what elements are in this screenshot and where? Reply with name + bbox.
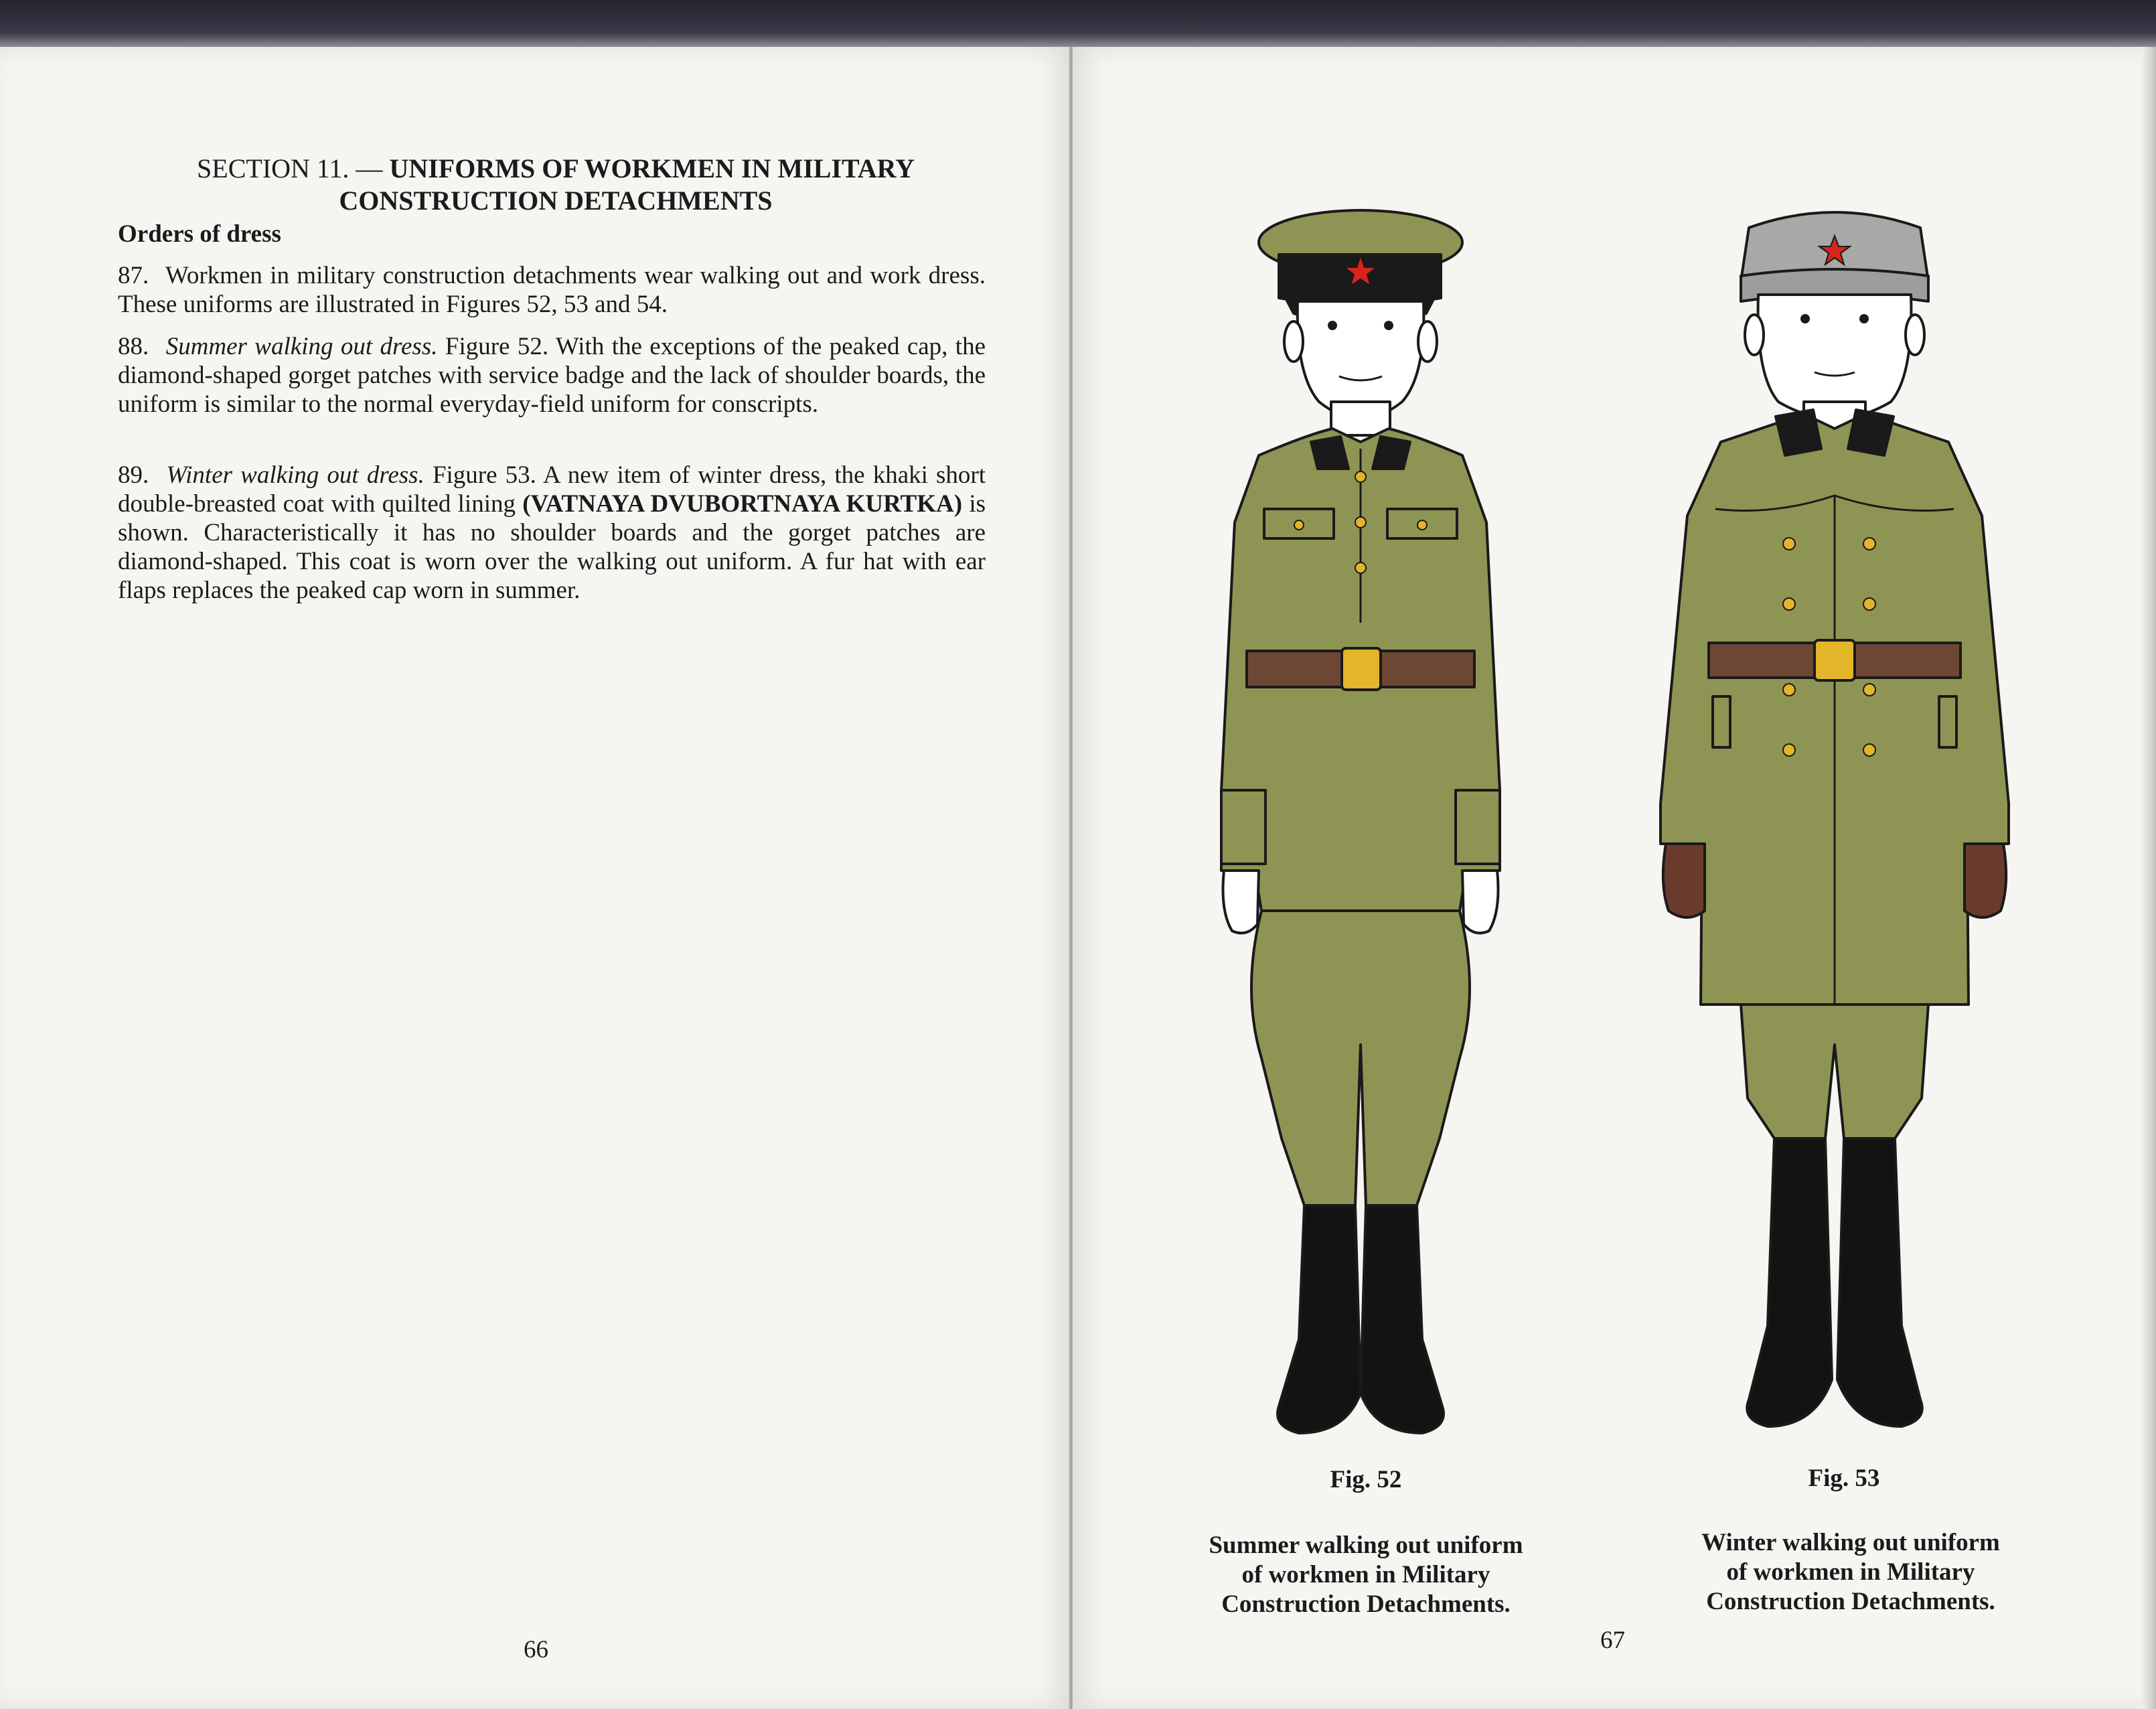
paragraph-number: 87. <box>118 262 149 289</box>
cuff <box>1456 790 1500 864</box>
ear <box>1906 315 1924 355</box>
pocket-flap <box>1939 696 1956 747</box>
breeches <box>1251 911 1470 1205</box>
figure-52-caption <box>1178 1531 1553 1619</box>
button <box>1783 598 1795 610</box>
button <box>1417 520 1427 530</box>
caption-line: Construction Detachments. <box>1706 1588 1995 1615</box>
neck <box>1331 402 1390 435</box>
eye <box>1859 314 1869 323</box>
hand <box>1223 871 1259 933</box>
paragraph-88 <box>118 332 986 419</box>
section-title <box>121 153 991 217</box>
book-spine-shadow <box>0 0 2156 47</box>
paragraph-text: Figure 53. A new item of winter dress, the khaki short double-breasted coat with quilted lining <box>118 461 986 518</box>
paragraph-number: 89. <box>118 461 149 489</box>
section-heading-line1: UNIFORMS OF WORKMEN IN MILITARY <box>389 153 915 183</box>
button <box>1355 517 1366 528</box>
boot <box>1747 1138 1832 1426</box>
eye <box>1384 321 1393 330</box>
section-heading-line2: CONSTRUCTION DETACHMENTS <box>339 185 773 216</box>
page-number-right: 67 <box>1600 1627 1625 1654</box>
paragraph-text: is shown. Characteristically it has no shoulder boards and the gorget patches are diamond-shaped. This coat is worn over the walking out uniform. A fur hat with ear flaps replaces the peaked cap worn in summer. <box>118 490 986 604</box>
paragraph-title: Winter walking out dress. <box>166 461 425 489</box>
pocket-flap <box>1713 696 1730 747</box>
subheading: Orders of dress <box>118 220 281 248</box>
hand <box>1462 871 1498 933</box>
button <box>1783 744 1795 756</box>
figure-53-label: Fig. 53 <box>1808 1465 1880 1492</box>
glove <box>1663 844 1705 917</box>
paragraph-89 <box>118 461 986 605</box>
caption-line: of workmen in Military <box>1241 1561 1490 1588</box>
belt-buckle <box>1815 640 1855 680</box>
eye <box>1328 321 1337 330</box>
paragraph-title: Summer walking out dress. <box>165 333 438 360</box>
winter-uniform-illustration <box>1634 201 2035 1460</box>
ear <box>1418 321 1437 362</box>
paragraph-text: Figure 52. With the exceptions of the peaked cap, the diamond-shaped gorget patches with service badge and the lack of shoulder boards, the uniform is similar to the normal everyday-field uniform for conscripts. <box>118 333 986 418</box>
gorget-patch <box>1311 437 1349 469</box>
gorget-patch <box>1776 410 1821 455</box>
paragraph-text: Workmen in military construction detachments wear walking out and work dress. These uniforms are illustrated in Figures 52, 53 and 54. <box>118 262 986 318</box>
page-edge <box>2141 47 2156 1709</box>
caption-line: Summer walking out uniform <box>1209 1532 1523 1559</box>
button <box>1863 598 1875 610</box>
paragraph-number: 88. <box>118 333 149 360</box>
ear <box>1745 315 1764 355</box>
boot <box>1278 1205 1361 1433</box>
summer-uniform-illustration <box>1185 201 1533 1460</box>
glove <box>1965 844 2006 917</box>
breeches <box>1741 1005 1928 1138</box>
face <box>1758 295 1912 419</box>
section-prefix: SECTION 11. — <box>197 153 383 183</box>
button <box>1863 684 1875 696</box>
boot <box>1837 1138 1922 1426</box>
gorget-patch <box>1848 410 1894 455</box>
button <box>1294 520 1304 530</box>
figure-52-label: Fig. 52 <box>1330 1466 1402 1493</box>
caption-line: Winter walking out uniform <box>1701 1529 2000 1556</box>
button <box>1863 744 1875 756</box>
paragraph-russian-term: (VATNAYA DVUBORTNAYA KURTKA) <box>522 490 963 518</box>
ear <box>1284 321 1303 362</box>
figure-53-caption <box>1663 1528 2038 1617</box>
button <box>1783 538 1795 550</box>
gorget-patch <box>1373 437 1410 469</box>
button <box>1783 684 1795 696</box>
page-number-left: 66 <box>524 1636 548 1663</box>
paragraph-87 <box>118 261 986 319</box>
belt-buckle <box>1342 648 1381 690</box>
eye <box>1800 314 1810 323</box>
caption-line: of workmen in Military <box>1726 1558 1975 1586</box>
cuff <box>1221 790 1265 864</box>
button <box>1863 538 1875 550</box>
button <box>1355 563 1366 573</box>
button <box>1355 471 1366 482</box>
boot <box>1361 1205 1444 1433</box>
caption-line: Construction Detachments. <box>1221 1590 1511 1618</box>
